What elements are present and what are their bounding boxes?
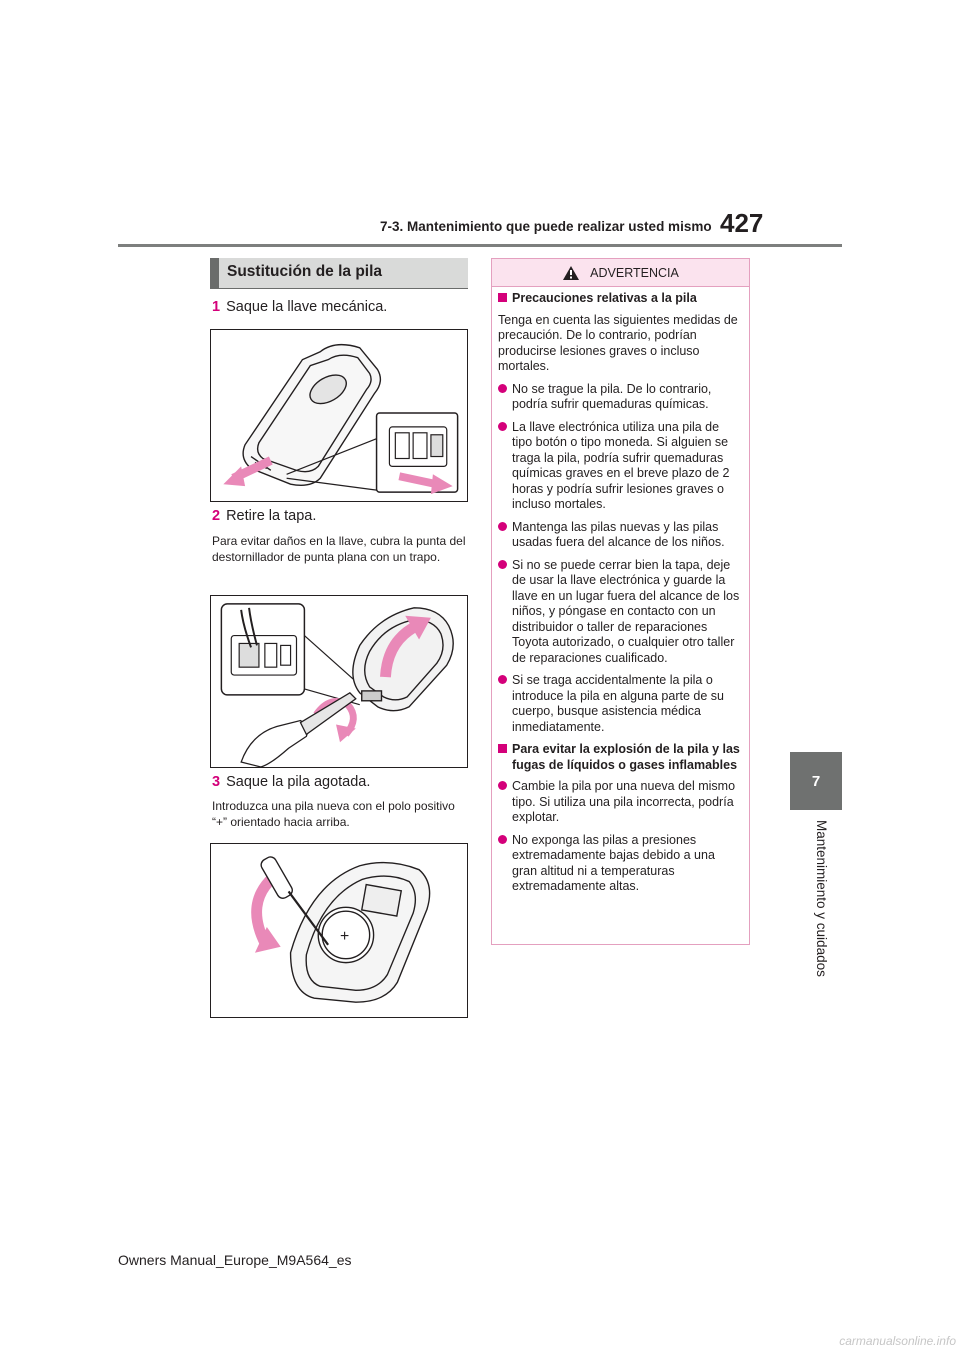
step-text: Retire la tapa. [226,508,317,524]
key-illustration-3 [211,844,467,1017]
section-title-rule [210,288,468,289]
step-2 [212,508,316,524]
step-number: 1 [212,299,221,315]
warning-bullet: La llave electrónica utiliza una pila de tipo botón o tipo moneda. Si alguien se traga la pila, podría sufrir quemaduras químicas graves en el breve plazo de 2 horas y podría sufrir lesiones graves o incluso mortales. [498,420,742,513]
warning-body [498,291,742,902]
round-bullet-icon [498,422,507,431]
chapter-tab: 7 [790,752,842,810]
figure-remove-mechanical-key [210,329,468,502]
step-number: 3 [212,774,221,790]
figure-remove-battery [210,843,468,1018]
warning-section-title: Precauciones relativas a la pila [498,291,742,307]
step-3-note: Introduzca una pila nueva con el polo positivo “+” orientado hacia arriba. [212,799,455,829]
step-text: Saque la pila agotada. [226,774,371,790]
warning-bullet: Cambie la pila por una nueva del mismo tipo. Si utiliza una pila incorrecta, podría explotar. [498,779,742,826]
page-number: 427 [720,208,764,238]
warning-heading: ADVERTENCIA [590,265,679,280]
warning-section-text: Tenga en cuenta las siguientes medidas de precaución. De lo contrario, podrían producirse lesiones graves o incluso mortales. [498,312,738,373]
warning-bullet: No se trague la pila. De lo contrario, podría sufrir quemaduras químicas. [498,382,742,413]
warning-bullet: Si no se puede cerrar bien la tapa, deje de usar la llave electrónica y guarde la llave en un lugar fuera del alcance de los niños, y póngase en contacto con un distribuidor o taller de reparaciones Toyota autorizado, o cualquier otro taller de reparaciones cualificado. [498,558,742,667]
step-1 [212,299,387,315]
step-2-note: Para evitar daños en la llave, cubra la punta del destornillador de punta plana con un trapo. [212,534,466,564]
round-bullet-icon [498,781,507,790]
warning-box [491,258,750,945]
step-number: 2 [212,508,221,524]
round-bullet-icon [498,522,507,531]
key-illustration-2 [211,596,467,767]
section-title: Sustitución de la pila [210,258,468,288]
warning-header [492,259,749,287]
section-header: 7-3. Mantenimiento que puede realizar usted mismo [380,219,712,234]
round-bullet-icon [498,675,507,684]
round-bullet-icon [498,384,507,393]
figure-remove-cover [210,595,468,768]
warning-triangle-icon [562,265,580,281]
header-rule [118,244,842,247]
zoom-inset [221,604,304,695]
round-bullet-icon [498,835,507,844]
footer-doc-id: Owners Manual_Europe_M9A564_es [118,1252,352,1268]
warning-section-title: Para evitar la explosión de la pila y las fugas de líquidos o gases inflamables [498,742,742,773]
warning-bullet: Mantenga las pilas nuevas y las pilas usadas fuera del alcance de los niños. [498,520,742,551]
key-illustration-1 [211,330,467,501]
watermark: carmanualsonline.info [839,1334,956,1348]
round-bullet-icon [498,560,507,569]
square-bullet-icon [498,744,507,753]
battery-plus-mark: + [339,927,350,945]
step-3 [212,774,370,790]
chapter-label: Mantenimiento y cuidados [814,820,829,977]
warning-bullet: No exponga las pilas a presiones extremadamente bajas debido a una gran altitud ni a temperaturas extremadamente altas. [498,833,742,895]
warning-bullet: Si se traga accidentalmente la pila o introduce la pila en alguna parte de su cuerpo, busque asistencia médica inmediatamente. [498,673,742,735]
step-text: Saque la llave mecánica. [226,299,388,315]
square-bullet-icon [498,293,507,302]
